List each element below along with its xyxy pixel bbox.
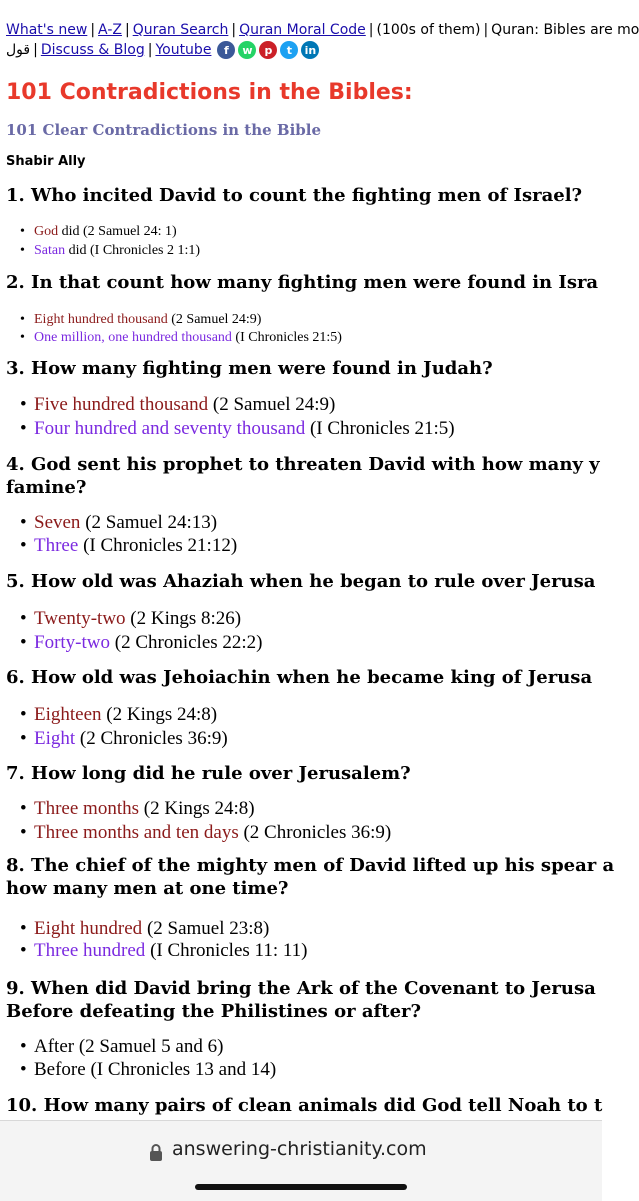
nav-link-1[interactable]: Discuss & Blog: [40, 42, 145, 58]
scripture-reference: (2 Samuel 23:8): [142, 918, 270, 939]
bullet: •: [20, 632, 27, 653]
bullet: •: [20, 728, 27, 749]
answer-text: One million, one hundred thousand: [34, 330, 232, 345]
scripture-reference: (I Chronicles 21:12): [78, 535, 238, 556]
bullet: •: [20, 1036, 27, 1057]
bullet: •: [20, 940, 27, 961]
bullet: •: [20, 224, 25, 239]
question-line: 1. Who incited David to count the fighting men of Israel?: [6, 185, 583, 206]
question-heading: [6, 570, 595, 593]
answer-item: [20, 511, 217, 534]
nav-separator: |: [124, 22, 130, 38]
answer-text: Eight: [34, 728, 76, 749]
bullet: •: [20, 704, 27, 725]
scripture-reference: (I Chronicles 13 and 14): [85, 1059, 277, 1080]
answer-text: Before: [34, 1059, 86, 1080]
twitter-icon[interactable]: t: [280, 41, 298, 59]
bullet: •: [20, 822, 27, 843]
question-heading: [6, 762, 411, 785]
answer-item: [20, 917, 269, 940]
whatsapp-icon[interactable]: w: [238, 41, 256, 59]
question-heading: [6, 184, 582, 207]
answer-item: [20, 1058, 276, 1081]
answer-item: [20, 1035, 223, 1058]
question-line: 7. How long did he rule over Jerusalem?: [6, 763, 411, 784]
scripture-reference: (2 Kings 8:26): [125, 608, 242, 629]
answer-item: [20, 417, 455, 440]
answer-text: Seven: [34, 512, 81, 533]
answer-text: Five hundred thousand: [34, 394, 209, 415]
linkedin-icon[interactable]: in: [301, 41, 319, 59]
author-name: Shabir Ally: [6, 154, 86, 169]
bullet: •: [20, 418, 27, 439]
bullet: •: [20, 1059, 27, 1080]
nav-text-4: (100s of them): [376, 22, 481, 38]
nav-link-1[interactable]: A-Z: [98, 22, 122, 38]
scripture-reference: did (I Chronicles 2 1:1): [65, 243, 201, 258]
answer-item: [20, 821, 391, 844]
answer-item: [20, 797, 255, 820]
bullet: •: [20, 394, 27, 415]
nav-text-5: Quran: Bibles are mo: [491, 22, 639, 38]
bullet: •: [20, 512, 27, 533]
page-title: 101 Contradictions in the Bibles:: [6, 80, 413, 105]
answer-item: [20, 631, 263, 654]
bullet: •: [20, 608, 27, 629]
nav-link-3[interactable]: Quran Moral Code: [239, 22, 366, 38]
question-line: 10. How many pairs of clean animals did God tell Noah to t: [6, 1095, 603, 1116]
scripture-reference: (2 Kings 24:8): [139, 798, 255, 819]
scripture-reference: (2 Chronicles 22:2): [110, 632, 263, 653]
nav-separator: |: [90, 22, 96, 38]
question-line: 5. How old was Ahaziah when he began to rule over Jerusa: [6, 571, 596, 592]
answer-item: [20, 939, 307, 962]
question-heading: [6, 977, 596, 1023]
bullet: •: [20, 798, 27, 819]
scripture-reference: (I Chronicles 11: 11): [145, 940, 308, 961]
answer-text: Three months and ten days: [34, 822, 239, 843]
lock-icon: [148, 1143, 164, 1161]
answer-text: After: [34, 1036, 75, 1057]
answer-text: Satan: [34, 243, 66, 258]
answer-text: Eight hundred: [34, 918, 143, 939]
scripture-reference: (2 Kings 24:8): [101, 704, 218, 725]
scripture-reference: (2 Chronicles 36:9): [75, 728, 228, 749]
nav-separator: |: [33, 42, 38, 58]
answer-item: [20, 727, 228, 750]
scripture-reference: (2 Chronicles 36:9): [238, 822, 392, 843]
answer-text: Three months: [34, 798, 140, 819]
answer-item: [20, 703, 217, 726]
nav-link-2[interactable]: Youtube: [155, 42, 212, 58]
answer-text: Forty-two: [34, 632, 110, 653]
pinterest-icon[interactable]: p: [259, 41, 277, 59]
question-line: Before defeating the Philistines or after?: [6, 1001, 422, 1022]
social-share-icons: [217, 41, 319, 59]
bullet: •: [20, 243, 25, 258]
nav-separator: |: [368, 22, 374, 38]
scripture-reference: (I Chronicles 21:5): [231, 330, 342, 345]
answer-text: Eight hundred thousand: [34, 312, 168, 327]
answer-text: Twenty-two: [34, 608, 126, 629]
answer-text: Eighteen: [34, 704, 102, 725]
bullet: •: [20, 918, 27, 939]
question-heading: [6, 666, 592, 689]
question-heading: [6, 854, 614, 900]
answer-item: [20, 393, 335, 416]
question-line: 8. The chief of the mighty men of David lifted up his spear a: [6, 855, 615, 876]
nav-link-0[interactable]: What's new: [6, 22, 88, 38]
question-line: how many men at one time?: [6, 878, 289, 899]
question-line: famine?: [6, 477, 87, 498]
answer-item: [20, 240, 200, 261]
answer-text: Four hundred and seventy thousand: [34, 418, 306, 439]
top-nav-row-2: [6, 41, 319, 59]
question-heading: [6, 453, 600, 499]
top-nav-row-1: [6, 22, 639, 38]
scripture-reference: (2 Samuel 24:13): [80, 512, 218, 533]
question-line: 3. How many fighting men were found in Judah?: [6, 358, 493, 379]
nav-text-0: قول: [6, 42, 31, 58]
facebook-icon[interactable]: f: [217, 41, 235, 59]
answer-item: [20, 327, 342, 348]
answer-text: God: [34, 224, 59, 239]
answer-item: [20, 534, 237, 557]
question-line: 9. When did David bring the Ark of the Covenant to Jerusa: [6, 978, 596, 999]
question-line: 6. How old was Jehoiachin when he became king of Jerusa: [6, 667, 593, 688]
nav-separator: |: [147, 42, 153, 58]
answer-text: Three: [34, 535, 79, 556]
answer-item: [20, 221, 177, 242]
scripture-reference: did (2 Samuel 24: 1): [58, 224, 177, 239]
page-subtitle: 101 Clear Contradictions in the Bible: [6, 121, 322, 139]
url-domain: answering-christianity.com: [172, 1138, 427, 1160]
bullet: •: [20, 312, 25, 327]
question-line: 4. God sent his prophet to threaten David with how many y: [6, 454, 600, 475]
nav-separator: |: [231, 22, 237, 38]
answer-text: Three hundred: [34, 940, 146, 961]
scripture-reference: (2 Samuel 5 and 6): [74, 1036, 224, 1057]
question-heading: [6, 271, 598, 294]
nav-separator: |: [483, 22, 489, 38]
home-indicator[interactable]: [195, 1184, 407, 1190]
question-line: 2. In that count how many fighting men were found in Isra: [6, 272, 599, 293]
bullet: •: [20, 330, 25, 345]
bullet: •: [20, 535, 27, 556]
question-heading: [6, 1094, 602, 1117]
question-heading: [6, 357, 493, 380]
nav-link-2[interactable]: Quran Search: [132, 22, 229, 38]
scripture-reference: (2 Samuel 24:9): [167, 312, 262, 327]
answer-item: [20, 607, 241, 630]
scripture-reference: (I Chronicles 21:5): [305, 418, 455, 439]
scripture-reference: (2 Samuel 24:9): [208, 394, 336, 415]
